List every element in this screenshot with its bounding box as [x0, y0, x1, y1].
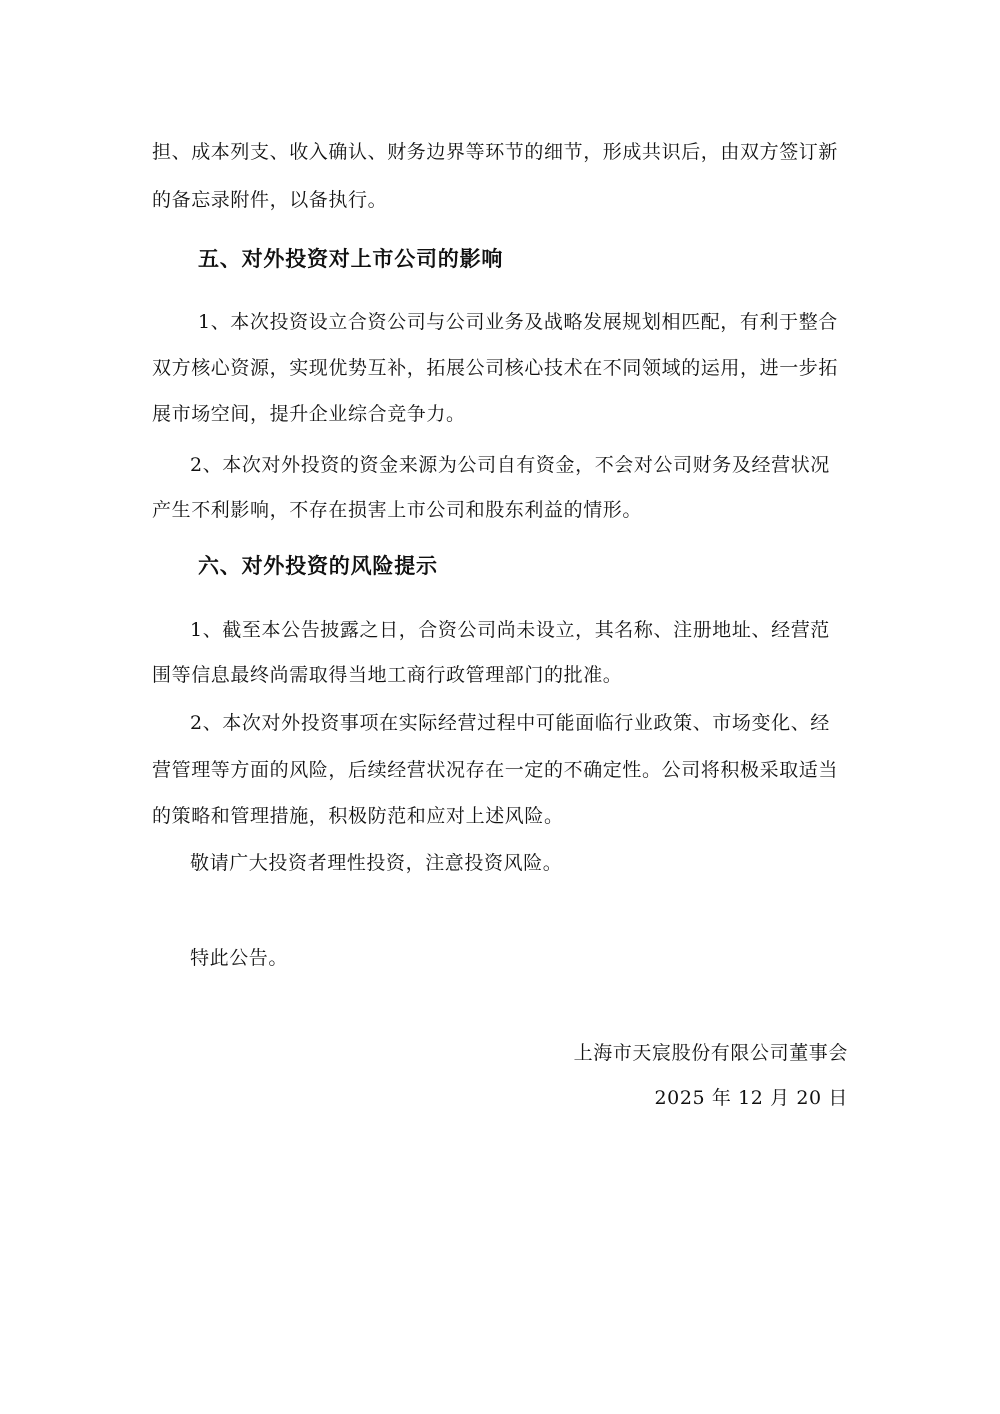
body-text-line: 2、本次对外投资事项在实际经营过程中可能面临行业政策、市场变化、经: [190, 712, 830, 734]
body-text-line: 围等信息最终尚需取得当地工商行政管理部门的批准。: [152, 664, 623, 686]
body-text-line: 1、本次投资设立合资公司与公司业务及战略发展规划相匹配，有利于整合: [198, 311, 838, 333]
body-text-line: 产生不利影响，不存在损害上市公司和股东利益的情形。: [152, 499, 643, 521]
body-text-line: 的策略和管理措施，积极防范和应对上述风险。: [152, 805, 564, 827]
body-text-line: 1、截至本公告披露之日，合资公司尚未设立，其名称、注册地址、经营范: [190, 619, 830, 641]
closing-statement: 特此公告。: [190, 947, 289, 969]
section-heading-5: 五、对外投资对上市公司的影响: [198, 247, 504, 271]
body-text-line: 担、成本列支、收入确认、财务边界等环节的细节，形成共识后，由双方签订新: [152, 141, 839, 163]
signature-company: 上海市天宸股份有限公司董事会: [573, 1042, 848, 1064]
body-text-line: 展市场空间，提升企业综合竞争力。: [152, 403, 466, 425]
signature-date: 2025 年 12 月 20 日: [654, 1087, 848, 1109]
body-text-line: 营管理等方面的风险，后续经营状况存在一定的不确定性。公司将积极采取适当: [152, 759, 839, 781]
body-text-line: 双方核心资源，实现优势互补，拓展公司核心技术在不同领域的运用，进一步拓: [152, 357, 839, 379]
risk-reminder: 敬请广大投资者理性投资，注意投资风险。: [190, 852, 563, 874]
section-heading-6: 六、对外投资的风险提示: [198, 554, 438, 578]
body-text-line: 2、本次对外投资的资金来源为公司自有资金，不会对公司财务及经营状况: [190, 454, 830, 476]
body-text-line: 的备忘录附件，以备执行。: [152, 189, 388, 211]
